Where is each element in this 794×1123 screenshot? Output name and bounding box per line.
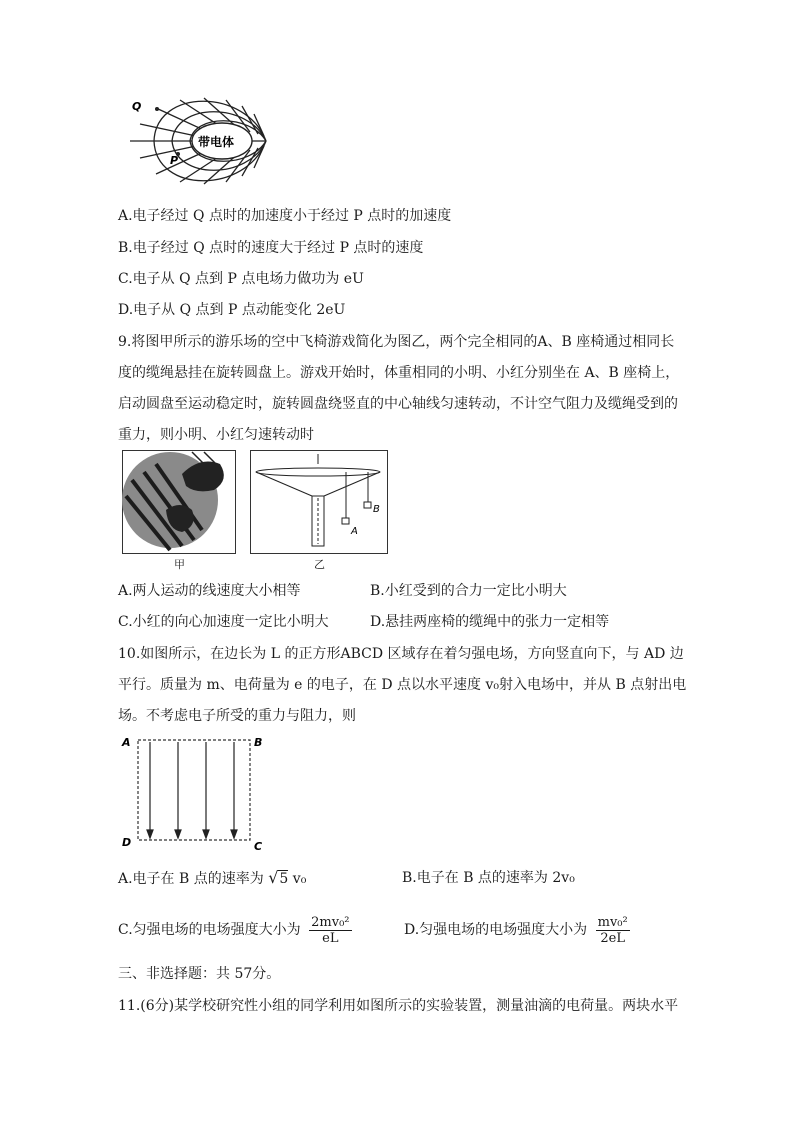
fraction-denominator: eL — [322, 930, 339, 946]
section-heading: 三、非选择题：共 57分。 — [118, 966, 281, 982]
q9-stem-line-1: 9.将图甲所示的游乐场的空中飞椅游戏简化为图乙，两个完全相同的A、B 座椅通过相同长 — [118, 334, 675, 350]
point-p-label: P — [170, 154, 179, 167]
q8-option-d: D.电子从 Q 点到 P 点动能变化 2eU — [118, 302, 346, 318]
q10-option-d-fraction — [596, 915, 630, 946]
figure-swing-ride-photo — [122, 450, 236, 571]
q9-stem-line-4: 重力，则小明、小红匀速转动时 — [118, 427, 314, 443]
q10-option-d — [404, 912, 630, 948]
corner-c-label: C — [254, 840, 263, 852]
q9-option-a: A.两人运动的线速度大小相等 — [118, 583, 301, 599]
q10-option-d-prefix: D.匀强电场的电场强度大小为 — [404, 922, 588, 938]
q10-stem-line-2: 平行。质量为 m、电荷量为 e 的电子，在 D 点以水平速度 v₀射入电场中，并从 B 点射出电 — [118, 677, 687, 693]
fraction-numerator: mv₀² — [597, 914, 628, 930]
q9-option-d: D.悬挂两座椅的缆绳中的张力一定相等 — [370, 614, 610, 630]
seat-a-label: A — [351, 526, 358, 537]
q11-stem: 11.(6分)某学校研究性小组的同学利用如图所示的实验装置，测量油滴的电荷量。两块水平 — [118, 998, 679, 1014]
fraction-numerator: 2mv₀² — [311, 914, 350, 930]
sqrt-symbol: √ — [268, 868, 279, 887]
seat-b-label: B — [373, 504, 380, 515]
figure-label-jia: 甲 — [174, 558, 185, 571]
q9-option-b: B.小红受到的合力一定比小明大 — [370, 583, 567, 599]
q10-option-a — [118, 868, 306, 889]
q10-option-b: B.电子在 B 点的速率为 2v₀ — [402, 870, 575, 886]
corner-a-label: A — [122, 736, 131, 749]
q8-option-b: B.电子经过 Q 点时的速度大于经过 P 点时的速度 — [118, 240, 424, 256]
corner-b-label: B — [254, 736, 263, 749]
q10-option-a-suffix: v₀ — [292, 871, 307, 887]
q10-option-a-prefix: A.电子在 B 点的速率为 — [118, 871, 264, 887]
figure-swing-ride-diagram — [250, 450, 388, 571]
sqrt-value: 5 — [279, 871, 289, 887]
q9-stem-line-3: 启动圆盘至运动稳定时，旋转圆盘绕竖直的中心轴线匀速转动，不计空气阻力及缆绳受到的 — [118, 396, 678, 412]
q10-option-c-fraction — [309, 915, 351, 946]
point-q-label: Q — [132, 100, 142, 113]
fraction-denominator: 2eL — [600, 930, 625, 946]
figure-square-field — [120, 732, 270, 852]
q8-option-c: C.电子从 Q 点到 P 点电场力做功为 eU — [118, 271, 364, 287]
q10-option-c — [118, 912, 352, 948]
q9-stem-line-2: 度的缆绳悬挂在旋转圆盘上。游戏开始时，体重相同的小明、小红分别坐在 A、B 座椅上， — [118, 365, 680, 381]
q10-option-c-prefix: C.匀强电场的电场强度大小为 — [118, 922, 301, 938]
figure-charged-body — [126, 96, 272, 186]
q9-option-c: C.小红的向心加速度一定比小明大 — [118, 614, 329, 630]
figure-label-yi: 乙 — [314, 558, 325, 571]
charged-body-label: 带电体 — [198, 135, 235, 149]
q10-stem-line-1: 10.如图所示，在边长为 L 的正方形ABCD 区域存在着匀强电场，方向竖直向下，与 AD 边 — [118, 646, 684, 662]
q8-option-a: A.电子经过 Q 点时的加速度小于经过 P 点时的加速度 — [118, 208, 452, 224]
corner-d-label: D — [122, 836, 132, 849]
q10-stem-line-3: 场。不考虑电子所受的重力与阻力，则 — [118, 708, 356, 724]
